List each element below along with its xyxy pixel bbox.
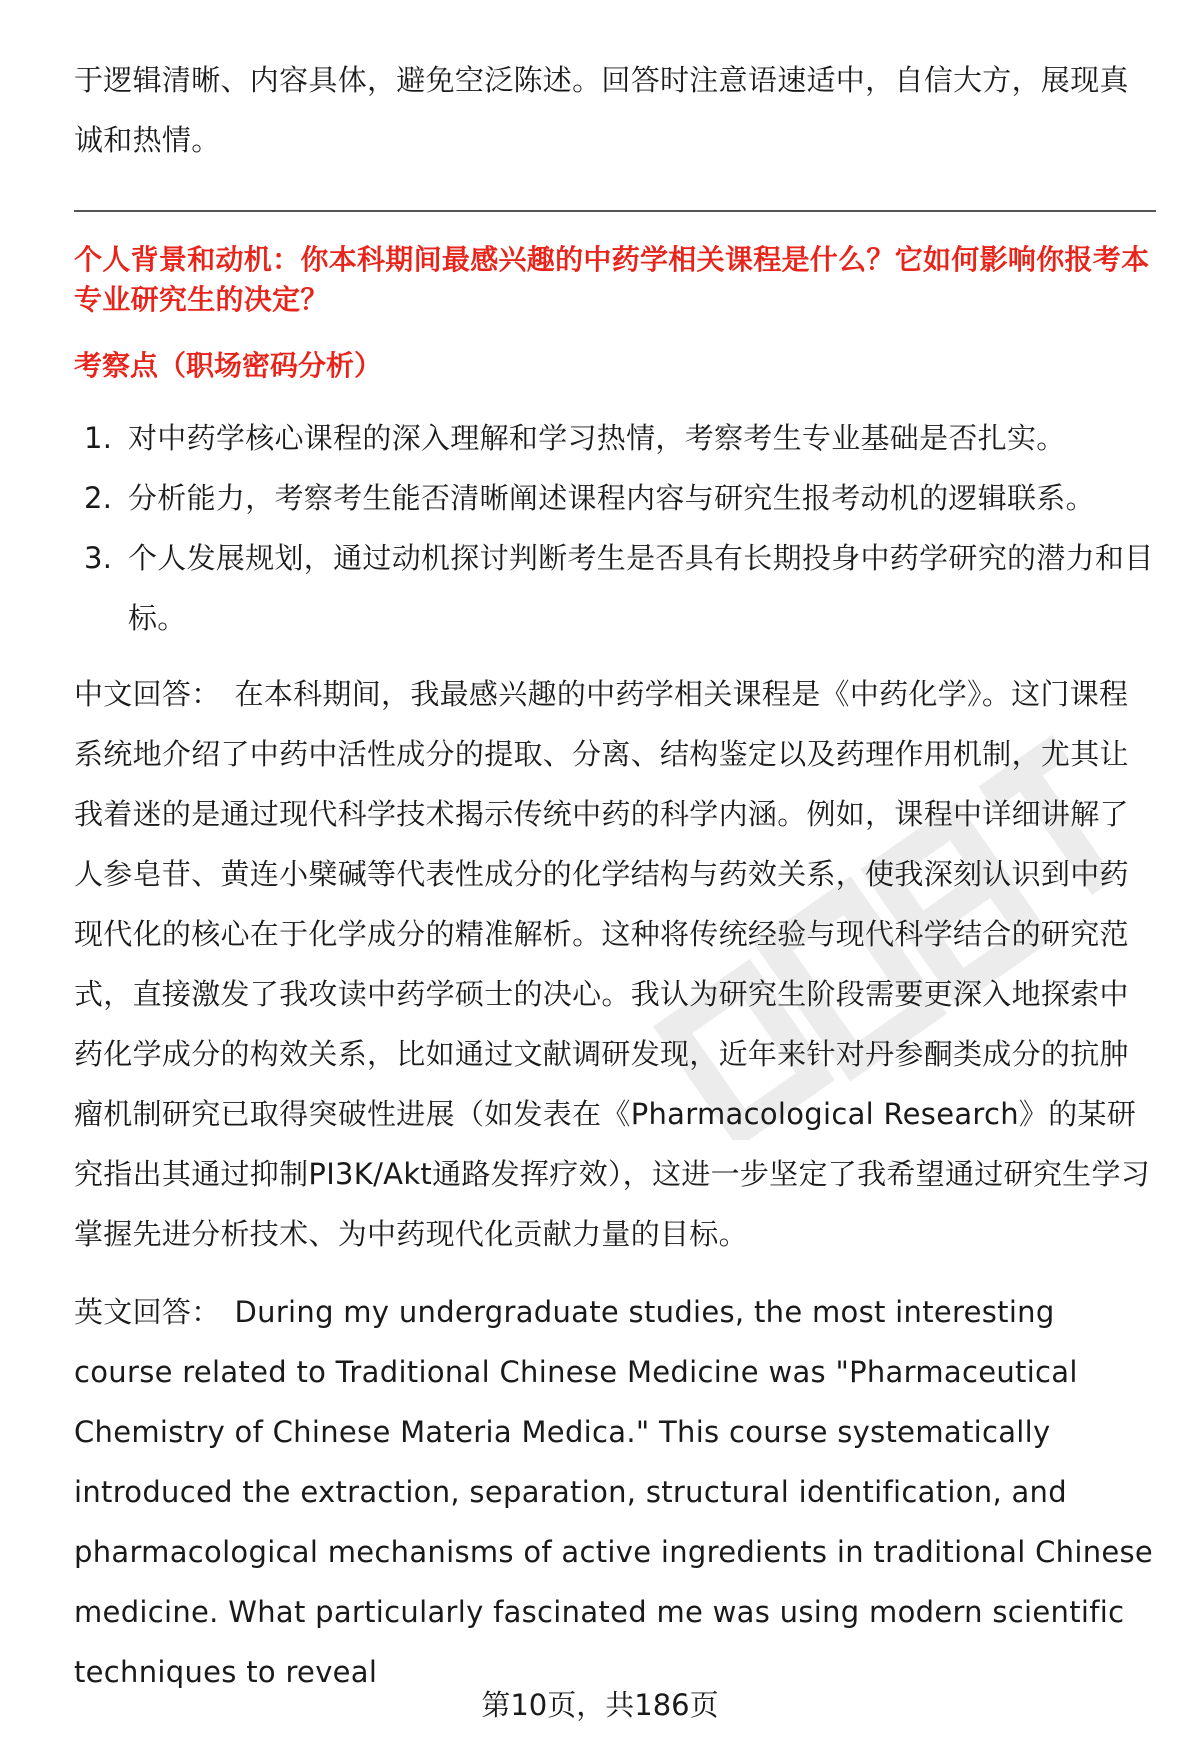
list-item-number: 3. [84, 541, 113, 575]
section-divider [74, 210, 1156, 212]
english-answer-paragraph [74, 1282, 1154, 1702]
list-item-number: 1. [84, 421, 113, 455]
question-heading: 个人背景和动机：你本科期间最感兴趣的中药学相关课程是什么？它如何影响你报考本专业研究生的决定？ [74, 243, 1150, 316]
intro-paragraph: 于逻辑清晰、内容具体，避免空泛陈述。回答时注意语速适中，自信大方，展现真诚和热情。 [74, 63, 1129, 157]
list-item-text: 对中药学核心课程的深入理解和学习热情，考察考生专业基础是否扎实。 [128, 421, 1066, 455]
chinese-answer-paragraph [74, 664, 1154, 1264]
list-item-number: 2. [84, 481, 113, 515]
list-item [74, 528, 1154, 648]
chinese-answer-label: 中文回答： [74, 677, 221, 711]
list-item-text: 个人发展规划，通过动机探讨判断考生是否具有长期投身中药学研究的潜力和目标。 [128, 541, 1154, 635]
english-answer-label: 英文回答： [74, 1295, 221, 1329]
page-number-footer: 第10页，共186页 [481, 1688, 719, 1722]
assessment-points-title: 考察点（职场密码分析） [74, 349, 383, 382]
english-answer-text: During my undergraduate studies, the most interesting course related to Traditional Chinese Medicine was "Pharmaceutical Chemistry of Chinese Materia Medica." This course systematically introduced the extraction, separation, structural identification, and pharmacological mechanisms of active ingredients in traditional Chinese medicine. What particularly fascinated me was using modern scientific techniques to reveal [74, 1295, 1154, 1689]
content-area [74, 50, 1154, 1702]
list-item [74, 468, 1154, 528]
chinese-answer-text: 在本科期间，我最感兴趣的中药学相关课程是《中药化学》。这门课程系统地介绍了中药中活性成分的提取、分离、结构鉴定以及药理作用机制，尤其让我着迷的是通过现代科学技术揭示传统中药的科学内涵。例如，课程中详细讲解了人参皂苷、黄连小檗碱等代表性成分的化学结构与药效关系，使我深刻认识到中药现代化的核心在于化学成分的精准解析。这种将传统经验与现代科学结合的研究范式，直接激发了我攻读中药学硕士的决心。我认为研究生阶段需要更深入地探索中药化学成分的构效关系，比如通过文献调研发现，近年来针对丹参酮类成分的抗肿瘤机制研究已取得突破性进展（如发表在《Pharmacological Research》的某研究指出其通过抑制PI3K/Akt通路发挥疗效），这进一步坚定了我希望通过研究生学习掌握先进分析技术、为中药现代化贡献力量的目标。 [74, 677, 1151, 1251]
list-item [74, 408, 1154, 468]
assessment-points-list [74, 408, 1154, 648]
list-item-text: 分析能力，考察考生能否清晰阐述课程内容与研究生报考动机的逻辑联系。 [128, 481, 1095, 515]
